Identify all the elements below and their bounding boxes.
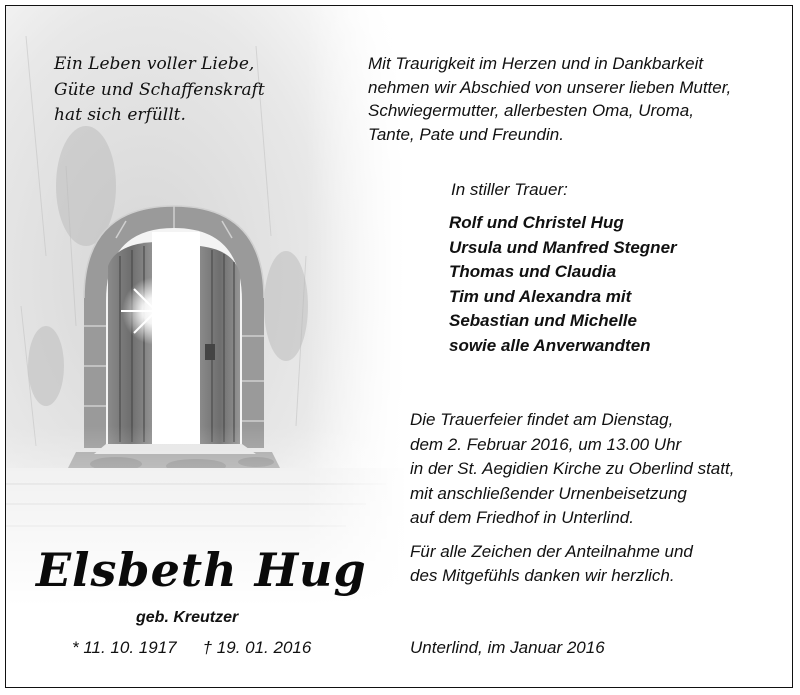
intro-line: Mit Traurigkeit im Herzen und in Dankbarkeit bbox=[368, 54, 704, 73]
thanks-text bbox=[410, 540, 693, 588]
mourner-name: Tim und Alexandra mit bbox=[449, 286, 632, 306]
mourner-name: sowie alle Anverwandten bbox=[449, 335, 651, 355]
deceased-name: Elsbeth Hug bbox=[36, 543, 367, 597]
motto-line: Ein Leben voller Liebe, bbox=[54, 54, 255, 74]
maiden-name: geb. Kreutzer bbox=[136, 609, 239, 626]
funeral-service-info bbox=[410, 408, 734, 531]
motto-line: hat sich erfüllt. bbox=[54, 105, 186, 125]
service-line: mit anschließender Urnenbeisetzung bbox=[410, 483, 687, 503]
intro-line: Schwiegermutter, allerbesten Oma, Uroma, bbox=[368, 101, 694, 120]
service-line: auf dem Friedhof in Unterlind. bbox=[410, 508, 634, 527]
place-and-date: Unterlind, im Januar 2016 bbox=[410, 638, 605, 657]
intro-line: Tante, Pate und Freundin. bbox=[368, 124, 564, 144]
motto-text bbox=[54, 52, 354, 129]
mourner-name: Thomas und Claudia bbox=[449, 262, 617, 282]
farewell-intro bbox=[368, 52, 731, 146]
mourner-name: Rolf und Christel Hug bbox=[449, 213, 624, 232]
thanks-line: des Mitgefühls danken wir herzlich. bbox=[410, 566, 675, 585]
obituary-notice bbox=[5, 5, 793, 688]
intro-line: nehmen wir Abschied von unserer lieben Mutter, bbox=[368, 77, 732, 97]
birth-date: * 11. 10. 1917 bbox=[72, 638, 177, 657]
service-line: dem 2. Februar 2016, um 13.00 Uhr bbox=[410, 434, 682, 454]
death-date: † 19. 01. 2016 bbox=[202, 638, 312, 657]
service-line: Die Trauerfeier findet am Dienstag, bbox=[410, 410, 674, 429]
life-dates bbox=[72, 638, 311, 658]
motto-line: Güte und Schaffenskraft bbox=[54, 79, 265, 100]
mourner-name: Ursula und Manfred Stegner bbox=[449, 237, 677, 257]
mourners-heading: In stiller Trauer: bbox=[451, 180, 568, 199]
mourners-list bbox=[449, 211, 677, 359]
mourner-name: Sebastian und Michelle bbox=[449, 311, 637, 331]
thanks-line: Für alle Zeichen der Anteilnahme und bbox=[410, 542, 693, 561]
service-line: in der St. Aegidien Kirche zu Oberlind statt, bbox=[410, 459, 735, 478]
